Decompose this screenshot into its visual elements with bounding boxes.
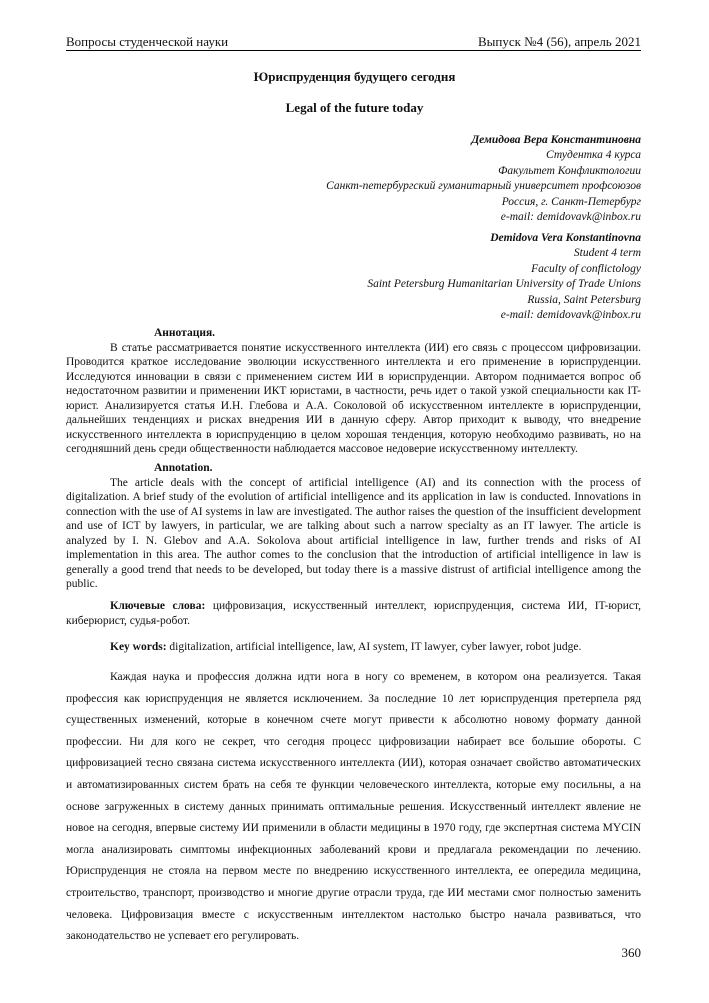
keywords-label: Ключевые слова: xyxy=(110,600,206,612)
page-number: 360 xyxy=(621,945,641,960)
author-status: Студентка 4 курса xyxy=(546,149,641,162)
author-name: Demidova Vera Konstantinovna xyxy=(490,232,641,244)
keywords-ru xyxy=(66,599,641,628)
author-location: Russia, Saint Petersburg xyxy=(527,293,641,306)
author-faculty: Faculty of conflictology xyxy=(531,262,641,275)
author-location: Россия, г. Санкт-Петербург xyxy=(501,195,641,208)
author-name: Демидова Вера Константиновна xyxy=(471,134,641,146)
keywords-en xyxy=(66,640,641,655)
author-email: e-mail: demidovavk@inbox.ru xyxy=(500,211,641,224)
running-header xyxy=(66,34,641,51)
abstract-en xyxy=(66,461,641,592)
keywords-text: цифровизация, искусственный интеллект, юриспруденция, система ИИ, IT-юрист, киберюрист, судья-робот. xyxy=(66,600,641,627)
author-status: Student 4 term xyxy=(573,247,641,260)
body-paragraph: Каждая наука и профессия должна идти нога в ногу со временем, в котором она реализуется. Такая профессия как юриспруденция не является исключением. За последние 10 лет юриспруденция претерпела ряд существенных изменений, которые в конечном счете могут привести к абсолютно новому формату данной профессии. Ни для кого не секрет, что сегодня процесс цифровизации набирает все большие обороты. С цифровизацией тесно связана система искусственного интеллекта (ИИ), которая означает свойство автоматических и автоматизированных систем брать на себя те функции человеческого интеллекта, которые ему посильны, а на основе загруженных в систему данных принимать оптимальные решения. Искусственный интеллект явление не новое на сегодня, впервые систему ИИ применили в области медицины в 1970 году, где экспертная система MYCIN могла анализировать симптомы инфекционных заболеваний крови и предлагала рекомендации по лечению. Юриспруденция не стояла на первом месте по внедрению искусственного интеллекта, ее опередила медицина, строительство, транспорт, производство и многие другие отрасли труда, где ИИ местами смог полностью заменить человека. Цифровизация вместе с искусственным интеллектом настолько быстро начала развиваться, что законодательство не успевает его регулировать. xyxy=(66,671,641,943)
keywords-label: Key words: xyxy=(110,641,167,653)
article-title-ru: Юриспруденция будущего сегодня xyxy=(253,69,456,84)
article-title-en: Legal of the future today xyxy=(285,100,424,115)
article-body xyxy=(66,667,641,948)
abstract-text: The article deals with the concept of artificial intelligence (AI) and its connection with the process of digitalization. A brief study of the evolution of artificial intelligence and its application in law is conducted. Innovations in connection with the use of AI systems in law are investigated. The author raises the question of the insufficient development and use of ICT by lawyers, in particular, we are talking about such a narrow specialty as an IT lawyer. The article is analyzed by I. N. Glebov and A.A. Sokolova about artificial intelligence in law, further trends and risks of AI implementation in this area. The author comes to the conclusion that the introduction of artificial intelligence in law is generally a good trend that needs to be developed, but today there is a massive distrust of artificial intelligence among the public. xyxy=(66,476,641,590)
abstract-ru xyxy=(66,326,641,457)
keywords-text: digitalization, artificial intelligence, law, AI system, IT lawyer, cyber lawyer, robot judge. xyxy=(169,641,582,653)
author-block-ru xyxy=(326,133,641,225)
author-block-en xyxy=(367,231,641,323)
journal-name: Вопросы студенческой науки xyxy=(66,34,229,49)
author-university: Saint Petersburg Humanitarian University of Trade Unions xyxy=(367,278,641,291)
author-email: e-mail: demidovavk@inbox.ru xyxy=(500,309,641,322)
abstract-heading: Annotation. xyxy=(154,462,213,474)
author-faculty: Факультет Конфликтологии xyxy=(498,164,641,177)
author-university: Санкт-петербургский гуманитарный университет профсоюзов xyxy=(326,180,641,193)
issue-info: Выпуск №4 (56), апрель 2021 xyxy=(477,34,641,49)
abstract-heading: Аннотация. xyxy=(154,327,216,339)
abstract-text: В статье рассматривается понятие искусственного интеллекта (ИИ) его связь с процессом цифровизации. Проводится краткое исследование эволюции искусственного интеллекта и его применение в юриспруденции. Исследуются инновации в связи с применением систем ИИ в юриспруденции. Автором поднимается вопрос об недостаточном развитии и применении ИКТ юристами, в частности, речь идет о такой узкой специальности как IT-юрист. Анализируется статья И.Н. Глебова и А.А. Соколовой об искусственном интеллекте в юриспруденции, дальнейших тенденциях и рисках внедрения ИИ в данную сферу. Автор приходит к выводу, что внедрение искусственного интеллекта в юриспруденцию в целом хорошая тенденция, которую необходимо развивать, но на сегодняшний день среди общественности наблюдается массовое недоверие искусственному интеллекту. xyxy=(66,341,641,455)
